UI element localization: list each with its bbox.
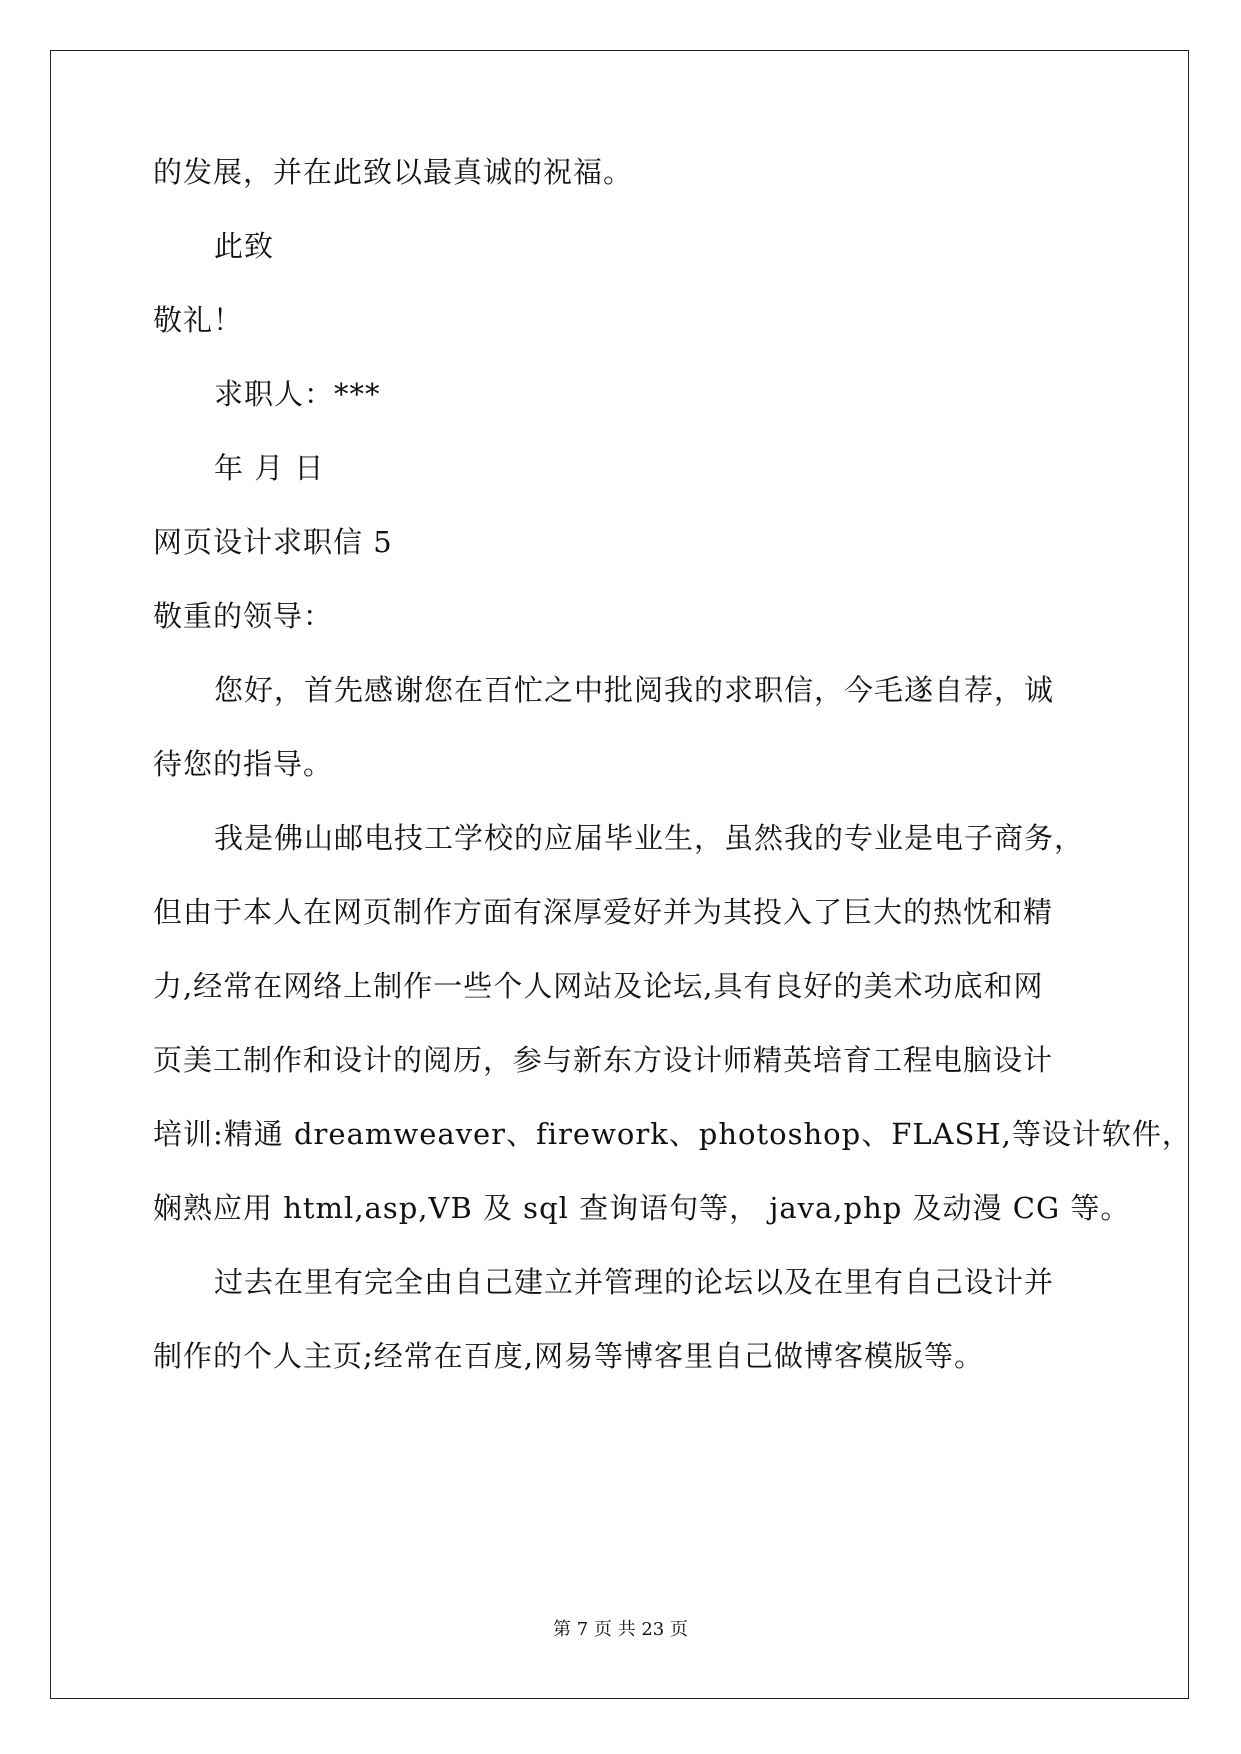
text-line-salutation-jingli: 敬礼！ — [153, 303, 244, 337]
text-line-applicant: 求职人：*** — [214, 377, 381, 411]
text-line-paragraph: 制作的个人主页;经常在百度,网易等博客里自己做博客模版等。 — [153, 1339, 984, 1373]
text-line-paragraph: 我是佛山邮电技工学校的应届毕业生，虽然我的专业是电子商务， — [214, 821, 1085, 855]
page-frame — [50, 50, 1189, 1699]
text-line-paragraph: 但由于本人在网页制作方面有深厚爱好并为其投入了巨大的热忱和精 — [153, 895, 1054, 929]
text-line-paragraph: 待您的指导。 — [153, 747, 334, 781]
text-line-closing-wish: 的发展，并在此致以最真诚的祝福。 — [153, 155, 634, 189]
page-number-footer: 第 7 页 共 23 页 — [553, 1619, 688, 1640]
text-line-paragraph: 您好，首先感谢您在百忙之中批阅我的求职信，今毛遂自荐，诚 — [214, 673, 1055, 707]
text-line-paragraph: 过去在里有完全由自己建立并管理的论坛以及在里有自己设计并 — [214, 1265, 1055, 1299]
text-line-salutation-cizhi: 此致 — [214, 229, 275, 263]
text-line-paragraph: 娴熟应用 html,asp,VB 及 sql 查询语句等， java,php 及动漫 CG 等。 — [153, 1191, 1131, 1225]
text-line-date: 年 月 日 — [214, 451, 325, 485]
text-line-paragraph: 培训:精通 dreamweaver、firework、photoshop、FLASH,等设计软件， — [153, 1117, 1192, 1151]
section-heading: 网页设计求职信 5 — [153, 525, 393, 559]
text-line-paragraph: 力,经常在网络上制作一些个人网站及论坛,具有良好的美术功底和网 — [153, 969, 1044, 1003]
text-line-greeting: 敬重的领导： — [153, 599, 334, 633]
text-line-paragraph: 页美工制作和设计的阅历，参与新东方设计师精英培育工程电脑设计 — [153, 1043, 1054, 1077]
